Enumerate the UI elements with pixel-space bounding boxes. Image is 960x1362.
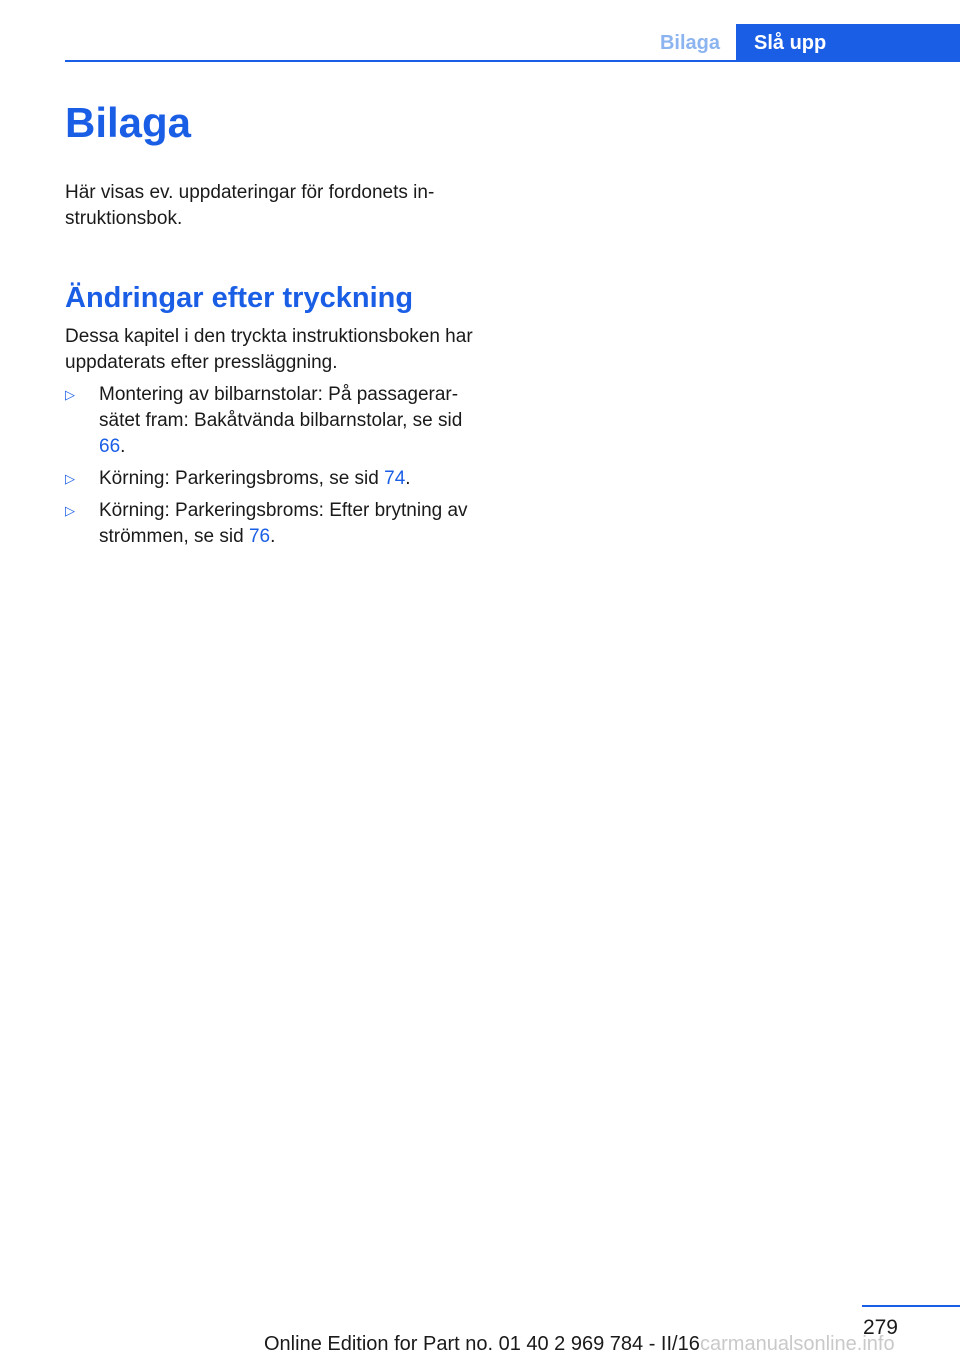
edition-text: Online Edition for Part no. 01 40 2 969 784 - II/16 bbox=[264, 1333, 700, 1355]
list-item: ▷ Körning: Parkeringsbroms, se sid 74. bbox=[65, 466, 475, 492]
header-tab[interactable] bbox=[736, 24, 960, 62]
section-intro: Dessa kapitel i den tryckta instruktionsboken har uppdaterats efter pressläggning. bbox=[65, 326, 473, 373]
page-link[interactable]: 74 bbox=[384, 468, 406, 489]
page-link[interactable]: 76 bbox=[248, 526, 271, 547]
page-number: 279 bbox=[862, 1316, 898, 1339]
list-item: ▷ Montering av bilbarnstolar: På passagerar-sätet fram: Bakåtvända bilbarnstolar, se sid 66. bbox=[65, 384, 463, 457]
footer-rule bbox=[862, 1305, 960, 1307]
header-tab-label: Slå upp bbox=[754, 31, 827, 54]
page-link[interactable]: 66 bbox=[99, 436, 121, 457]
list-item: ▷ Körning: Parkeringsbroms: Efter brytning av strömmen, se sid 76. bbox=[65, 500, 468, 547]
watermark: carmanualsonline.info bbox=[700, 1333, 895, 1355]
changes-list bbox=[65, 382, 475, 550]
content-column bbox=[65, 98, 475, 556]
triangle-right-icon: ▷ bbox=[65, 503, 75, 518]
triangle-right-icon: ▷ bbox=[65, 471, 75, 486]
list-item-text: Körning: Parkeringsbroms: Efter brytning av strömmen, se sid bbox=[99, 500, 468, 547]
page-title: Bilaga bbox=[65, 99, 192, 146]
triangle-right-icon: ▷ bbox=[65, 387, 75, 402]
section-heading: Ändringar efter tryckning bbox=[65, 282, 414, 314]
list-item-text: Montering av bilbarnstolar: På passagerar-sätet fram: Bakåtvända bilbarnstolar, se sid bbox=[99, 384, 463, 431]
header-section-label: Bilaga bbox=[659, 32, 720, 54]
intro-text: Här visas ev. uppdateringar för fordonets in-struktionsbok. bbox=[65, 182, 435, 229]
list-item-text: Körning: Parkeringsbroms, se sid bbox=[99, 468, 385, 489]
